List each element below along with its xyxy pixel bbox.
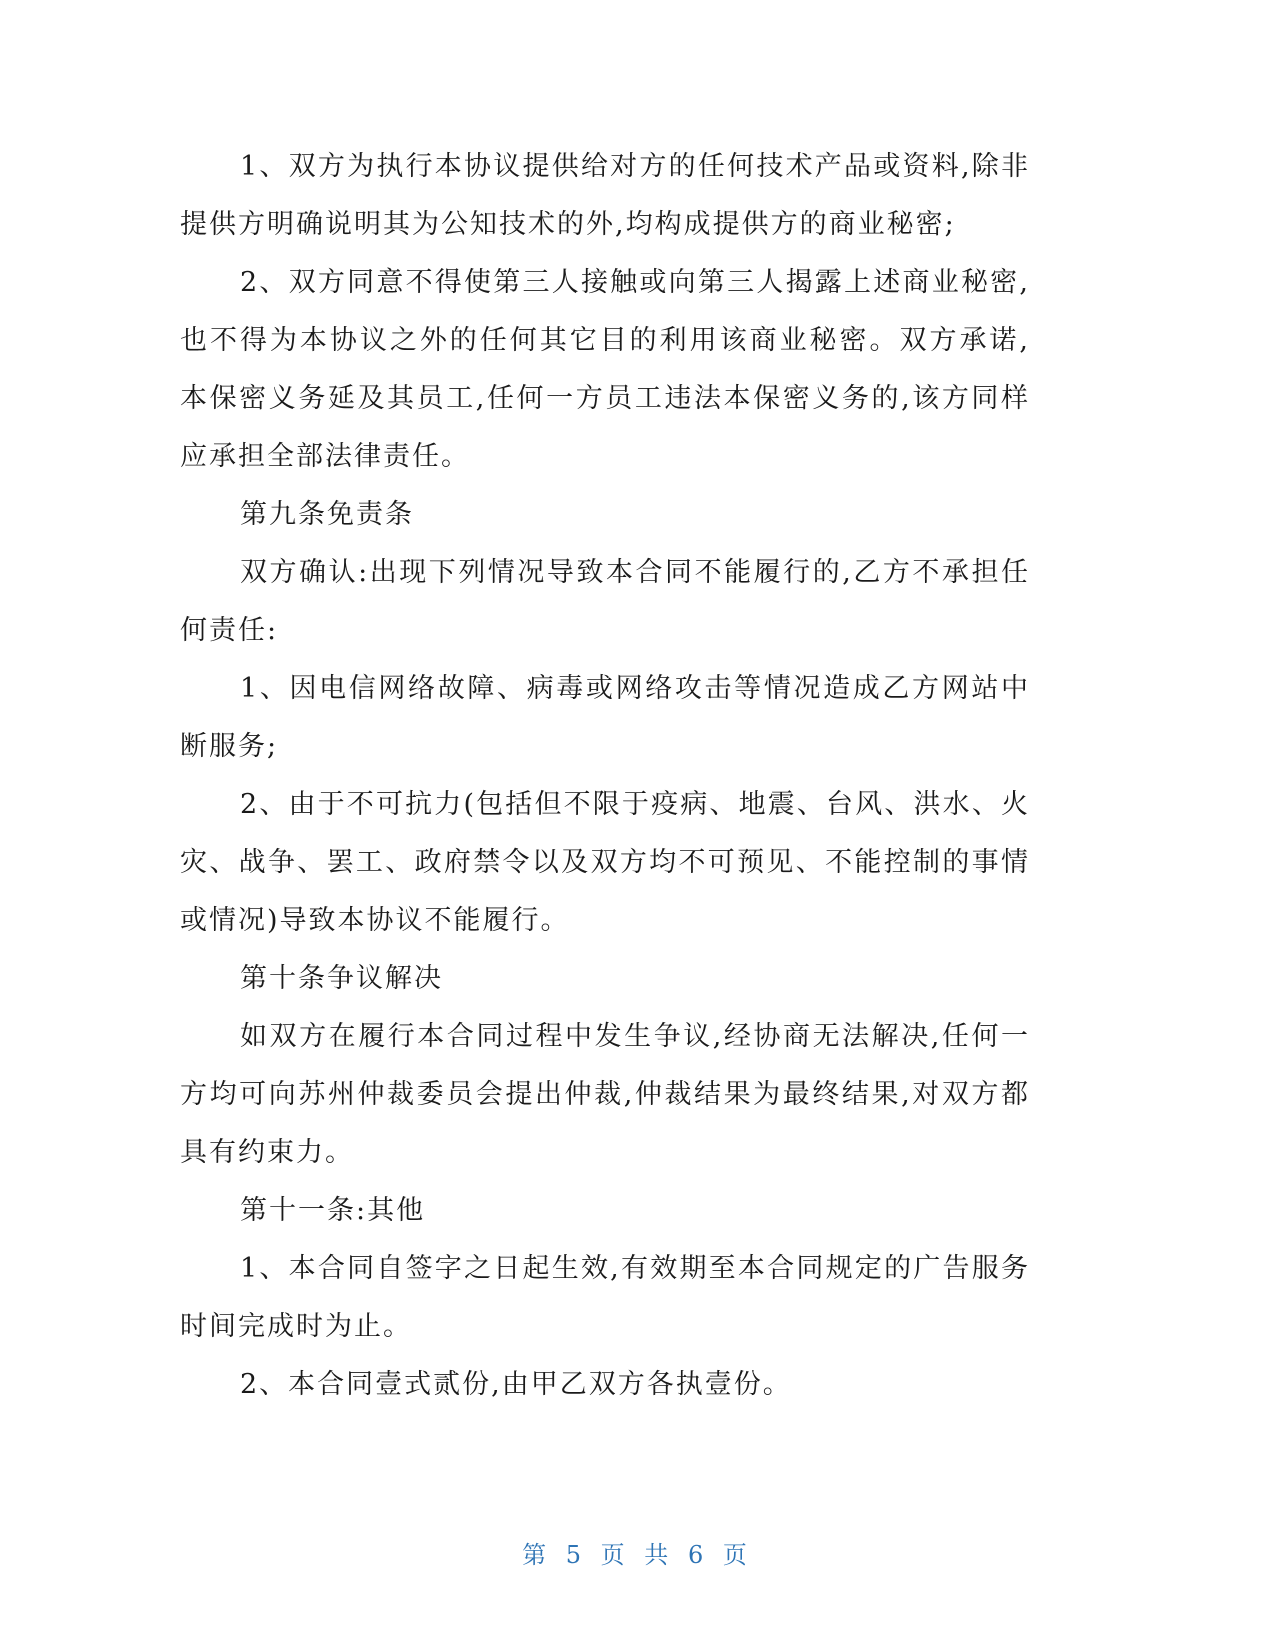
section-heading-article-9: 第九条免责条 (240, 499, 414, 530)
paragraph-exemption-intro: 双方确认:出现下列情况导致本合同不能履行的,乙方不承担任何责任: (180, 557, 1030, 646)
paragraph-dispute-resolution: 如双方在履行本合同过程中发生争议,经协商无法解决,任何一方均可向苏州仲裁委员会提出仲裁,仲裁结果为最终结果,对双方都具有约束力。 (180, 1021, 1030, 1168)
paragraph-exemption-2: 2、由于不可抗力(包括但不限于疫病、地震、台风、洪水、火灾、战争、罢工、政府禁令以及双方均不可预见、不能控制的事情或情况)导致本协议不能履行。 (180, 789, 1030, 936)
paragraph-exemption-1: 1、因电信网络故障、病毒或网络攻击等情况造成乙方网站中断服务; (180, 673, 1030, 762)
section-heading-article-11: 第十一条:其他 (240, 1195, 426, 1226)
paragraph-confidential-2: 2、双方同意不得使第三人接触或向第三人揭露上述商业秘密,也不得为本协议之外的任何其它目的利用该商业秘密。双方承诺,本保密义务延及其员工,任何一方员工违法本保密义务的,该方同样应承担全部法律责任。 (180, 267, 1030, 472)
page-number-footer: 第 5 页 共 6 页 (522, 1541, 753, 1569)
paragraph-other-1: 1、本合同自签字之日起生效,有效期至本合同规定的广告服务时间完成时为止。 (180, 1253, 1030, 1342)
paragraph-confidential-1: 1、双方为执行本协议提供给对方的任何技术产品或资料,除非提供方明确说明其为公知技术的外,均构成提供方的商业秘密; (180, 151, 1030, 240)
document-body (180, 138, 1030, 1414)
paragraph-other-2: 2、本合同壹式贰份,由甲乙双方各执壹份。 (240, 1369, 792, 1400)
section-heading-article-10: 第十条争议解决 (240, 963, 443, 994)
